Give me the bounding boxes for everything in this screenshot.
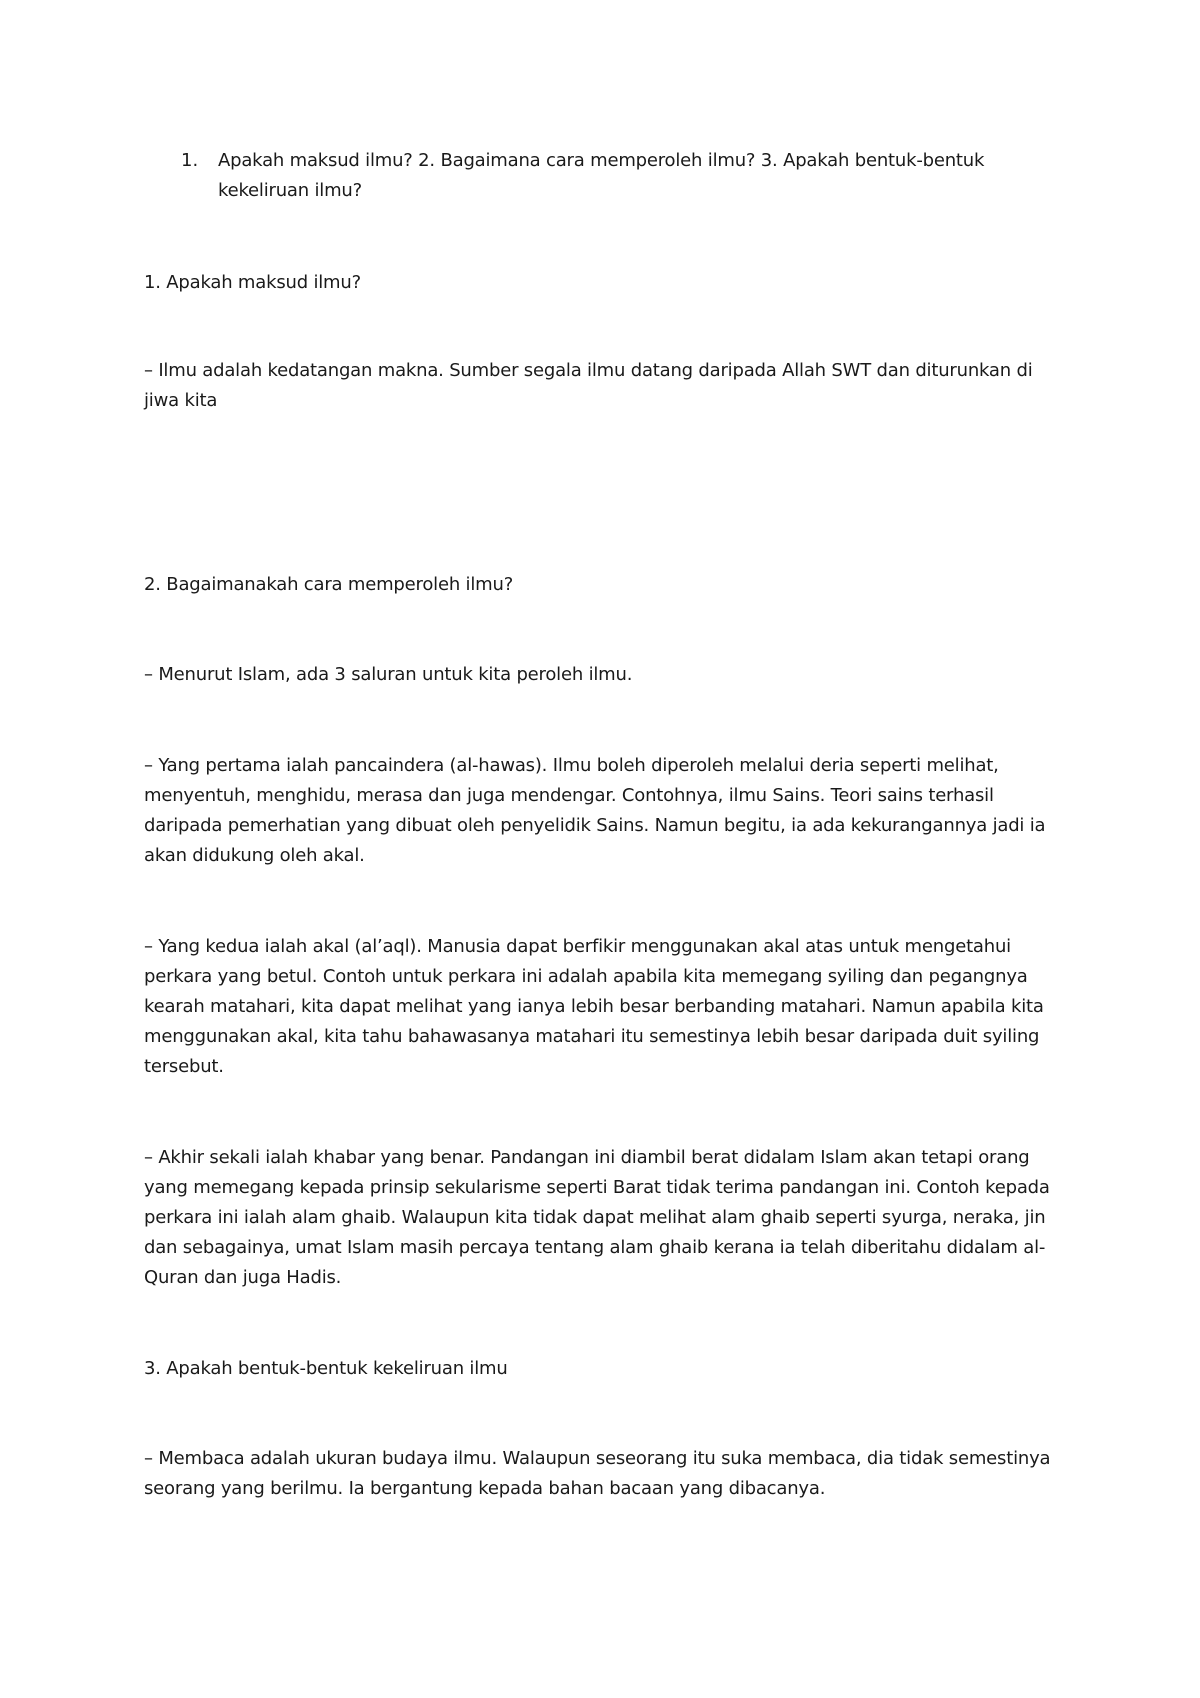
list-item-line: kekeliruan ilmu? [218, 180, 362, 201]
list-number: 1. [181, 150, 199, 171]
paragraph-line: – Ilmu adalah kedatangan makna. Sumber segala ilmu datang daripada Allah SWT dan diturunkan di [144, 360, 1033, 381]
paragraph-line: menyentuh, menghidu, merasa dan juga mendengar. Contohnya, ilmu Sains. Teori sains terhasil [144, 785, 994, 806]
paragraph-line: yang memegang kepada prinsip sekularisme seperti Barat tidak terima pandangan ini. Contoh kepada [144, 1177, 1050, 1198]
paragraph-line: menggunakan akal, kita tahu bahawasanya matahari itu semestinya lebih besar daripada duit syiling [144, 1026, 1040, 1047]
paragraph-line: – Yang kedua ialah akal (al’aql). Manusia dapat berfikir menggunakan akal atas untuk mengetahui [144, 936, 1011, 957]
paragraph-line: kearah matahari, kita dapat melihat yang ianya lebih besar berbanding matahari. Namun apabila kita [144, 996, 1044, 1017]
paragraph-line: daripada pemerhatian yang dibuat oleh penyelidik Sains. Namun begitu, ia ada kekurangannya jadi ia [144, 815, 1046, 836]
paragraph-line: akan didukung oleh akal. [144, 845, 365, 866]
section-heading: 1. Apakah maksud ilmu? [144, 272, 361, 293]
paragraph-line: Quran dan juga Hadis. [144, 1267, 342, 1288]
section-heading: 3. Apakah bentuk-bentuk kekeliruan ilmu [144, 1358, 508, 1379]
paragraph-line: jiwa kita [144, 390, 218, 411]
paragraph-line: perkara ini ialah alam ghaib. Walaupun kita tidak dapat melihat alam ghaib seperti syurga, neraka, jin [144, 1207, 1046, 1228]
paragraph-line: perkara yang betul. Contoh untuk perkara ini adalah apabila kita memegang syiling dan pegangnya [144, 966, 1028, 987]
paragraph-line: – Membaca adalah ukuran budaya ilmu. Walaupun seseorang itu suka membaca, dia tidak semestinya [144, 1448, 1051, 1469]
paragraph-line: dan sebagainya, umat Islam masih percaya tentang alam ghaib kerana ia telah diberitahu didalam al- [144, 1237, 1046, 1258]
list-item-line: Apakah maksud ilmu? 2. Bagaimana cara memperoleh ilmu? 3. Apakah bentuk-bentuk [218, 150, 985, 171]
paragraph-line: – Menurut Islam, ada 3 saluran untuk kita peroleh ilmu. [144, 664, 633, 685]
paragraph-line: – Akhir sekali ialah khabar yang benar. Pandangan ini diambil berat didalam Islam akan tetapi orang [144, 1147, 1030, 1168]
paragraph-line: tersebut. [144, 1056, 224, 1077]
section-heading: 2. Bagaimanakah cara memperoleh ilmu? [144, 574, 514, 595]
paragraph-line: seorang yang berilmu. Ia bergantung kepada bahan bacaan yang dibacanya. [144, 1478, 826, 1499]
paragraph-line: – Yang pertama ialah pancaindera (al-hawas). Ilmu boleh diperoleh melalui deria seperti melihat, [144, 755, 999, 776]
